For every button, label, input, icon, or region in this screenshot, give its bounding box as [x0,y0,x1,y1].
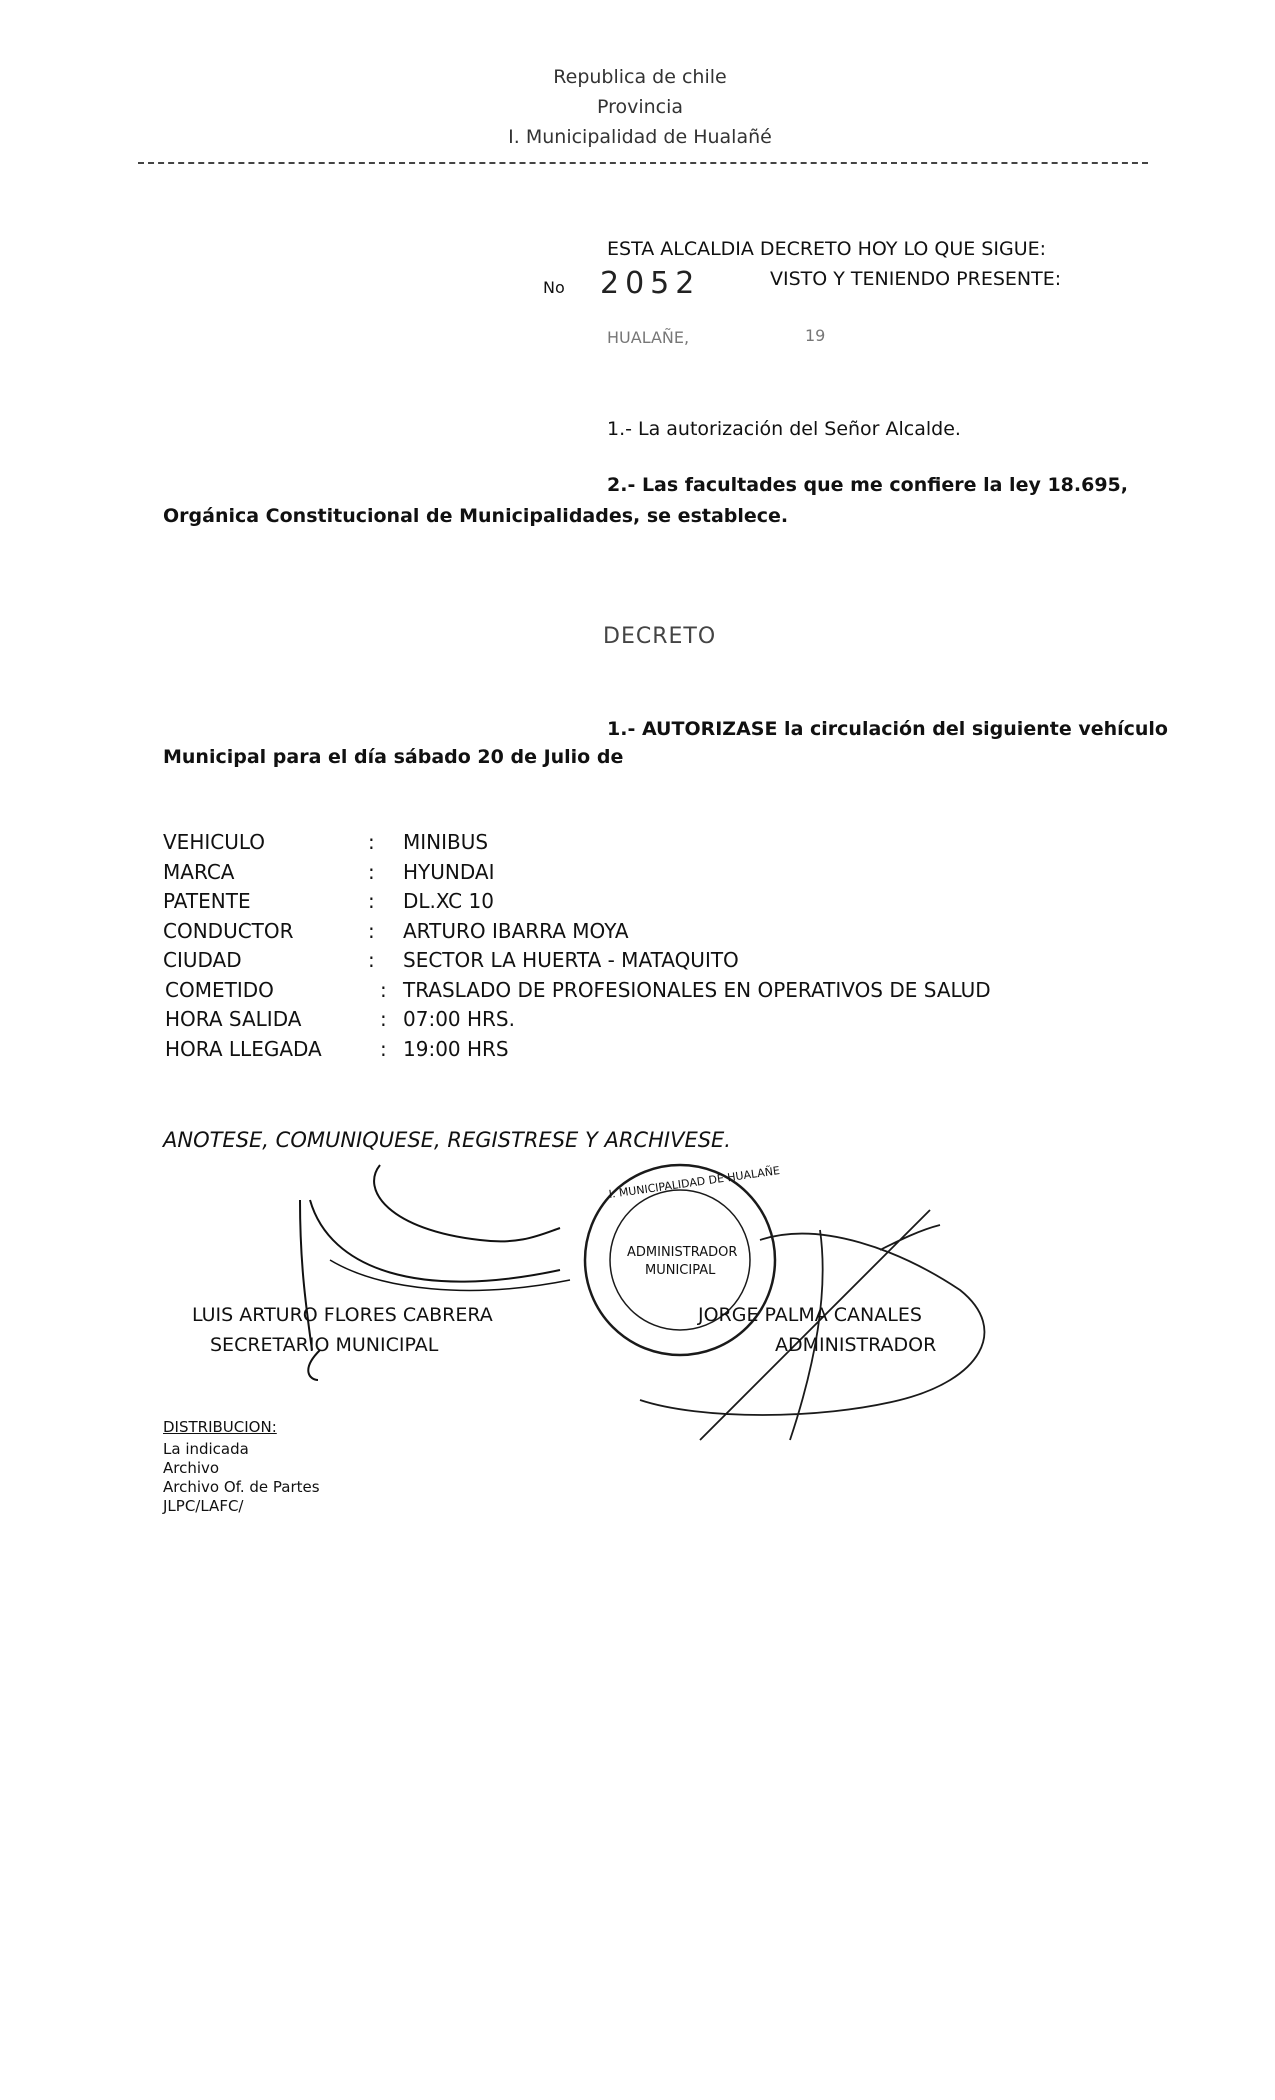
distribution-item: Archivo [163,1459,220,1477]
distribution-title: DISTRIBUCION: [163,1418,277,1436]
signatory-right-name: JORGE PALMA CANALES [698,1304,922,1326]
vehicle-field-value: HYUNDAI [403,860,495,884]
vehicle-field-label: CIUDAD [163,948,242,972]
consideration-1: 1.- La autorización del Señor Alcalde. [607,418,961,440]
distribution-item: JLPC/LAFC/ [163,1497,244,1515]
stamp-center-line2: MUNICIPAL [645,1263,716,1278]
vehicle-field-value: 07:00 HRS. [403,1007,515,1031]
header-municipality: I. Municipalidad de Hualañé [508,126,772,148]
vehicle-field-value: DL.XC 10 [403,889,494,913]
vehicle-field-value: TRASLADO DE PROFESIONALES EN OPERATIVOS DE SALUD [403,978,991,1002]
vehicle-field-separator: : [368,860,375,884]
vehicle-field-value: 19:00 HRS [403,1037,509,1061]
vehicle-field-value: SECTOR LA HUERTA - MATAQUITO [403,948,739,972]
vehicle-field-separator: : [368,889,375,913]
preamble-line2: VISTO Y TENIENDO PRESENTE: [770,268,1062,290]
stamp-ring-text: I. MUNICIPALIDAD DE HUALAÑE [607,1164,781,1201]
vehicle-field-label: MARCA [163,860,235,884]
place-date-tail: 19 [805,326,826,345]
header-province: Provincia [596,96,684,118]
vehicle-field-separator: : [368,830,375,854]
vehicle-field-label: CONDUCTOR [163,919,294,943]
vehicle-field-separator: : [380,1007,387,1031]
distribution-item: La indicada [163,1440,249,1458]
signatory-right-title: ADMINISTRADOR [775,1334,937,1356]
consideration-2-line1: 2.- Las facultades que me confiere la ley 18.695, [607,474,1128,496]
vehicle-field-label: HORA SALIDA [165,1007,302,1031]
resolution-line1: 1.- AUTORIZASE la circulación del siguiente vehículo [607,718,1168,740]
vehicle-field-separator: : [368,919,375,943]
signatory-left-name: LUIS ARTURO FLORES CABRERA [192,1304,493,1326]
vehicle-field-label: HORA LLEGADA [165,1037,322,1061]
vehicle-field-separator: : [380,1037,387,1061]
decree-number: 2052 [600,266,701,301]
preamble-line1: ESTA ALCALDIA DECRETO HOY LO QUE SIGUE: [607,238,1047,260]
signatory-left-title: SECRETARIO MUNICIPAL [210,1334,439,1356]
vehicle-field-separator: : [368,948,375,972]
header-republic: Republica de chile [553,66,727,88]
consideration-2-line2: Orgánica Constitucional de Municipalidades, se establece. [163,505,789,527]
resolution-line2: Municipal para el día sábado 20 de Julio de [163,746,624,768]
vehicle-field-label: VEHICULO [163,830,266,854]
place-date: HUALAÑE, [607,328,690,347]
decreto-title: DECRETO [603,624,717,649]
distribution-item: Archivo Of. de Partes [163,1478,320,1496]
vehicle-field-label: COMETIDO [165,978,274,1002]
vehicle-field-value: ARTURO IBARRA MOYA [403,919,629,943]
vehicle-field-value: MINIBUS [403,830,489,854]
closing-formula: ANOTESE, COMUNIQUESE, REGISTRESE Y ARCHIVESE. [163,1128,731,1152]
vehicle-field-label: PATENTE [163,889,251,913]
stamp-center-line1: ADMINISTRADOR [627,1245,738,1260]
vehicle-field-separator: : [380,978,387,1002]
decree-prefix: No [543,278,565,297]
